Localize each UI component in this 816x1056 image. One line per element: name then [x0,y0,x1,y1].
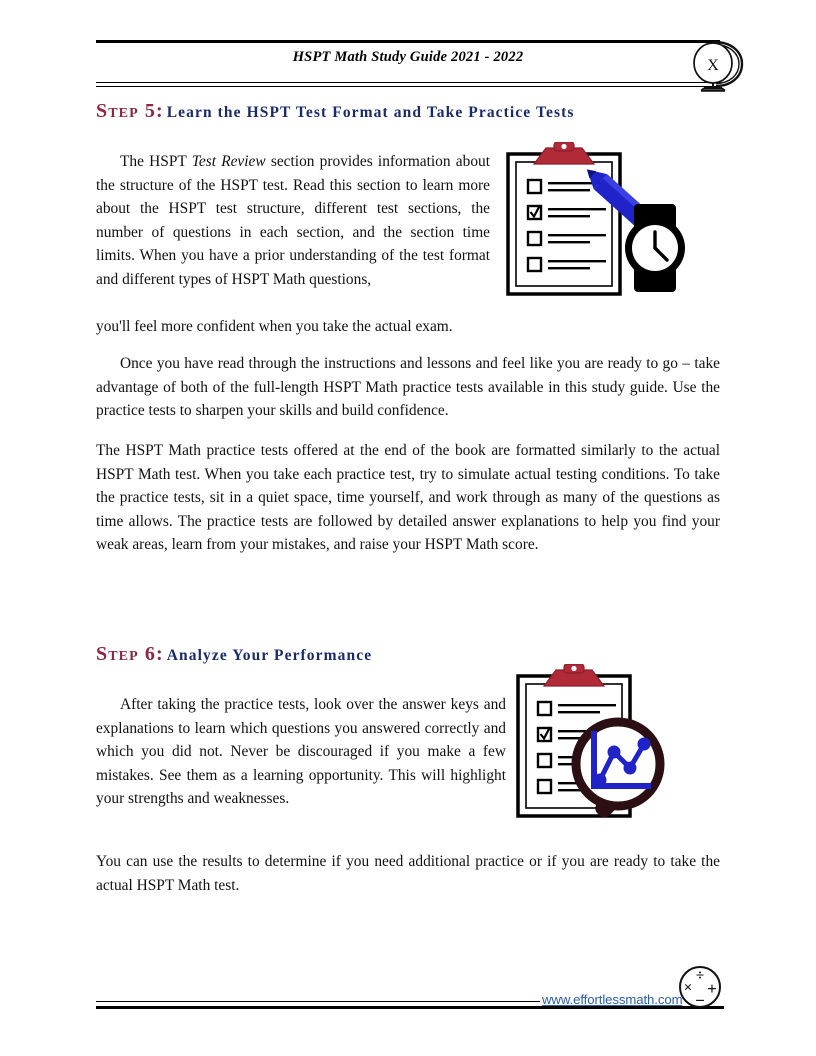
heading-step-5 [96,100,575,123]
website-link[interactable]: www.effortlessmath.com [542,992,683,1007]
checkbox-1 [528,180,541,193]
heading-step-6 [96,643,372,666]
paragraph-step6-2: You can use the results to determine if you need additional practice or if you are ready to take the actual HSPT Math test. [96,853,720,894]
p5-1-seg2: section provides information about the structure of the HSPT test. Read this section to learn more about the HSPT test structure, different test sections, the number of questions in each section, and the section time limits. When you have a prior understanding of the test format and different types of HSPT Math questions, [96,153,490,288]
clipboard-magnifier-chart-illustration [516,664,688,830]
chart-point-3 [624,762,637,775]
checkbox-3b [538,754,551,767]
step-5-label: Step 5: [96,100,164,122]
chart-point-2 [608,746,621,759]
chart-point-4 [638,738,651,751]
step-6-label: Step 6: [96,643,164,665]
step-6-title: Analyze Your Performance [166,647,373,664]
header-title: HSPT Math Study Guide 2021 - 2022 [292,49,524,65]
footer-rule-top [96,1001,540,1002]
checkbox-1b [538,702,551,715]
p5-1-seg1: The HSPT [120,153,192,170]
page-footer [96,968,724,1029]
divide-symbol: ÷ [695,968,705,984]
checkbox-4b [538,780,551,793]
paragraph-step5-1-continued: you'll feel more confident when you take the actual exam. [96,318,453,335]
globe-icon [684,36,748,94]
chart-point-1 [594,774,607,787]
checkbox-3 [528,232,541,245]
paragraph-step5-1 [96,150,490,292]
plus-symbol: + [707,979,717,998]
clipboard-pencil-watch-illustration [506,142,696,300]
multiply-symbol: × [683,980,693,996]
magnifying-glass-icon [576,722,660,806]
minus-symbol: − [695,991,705,1010]
paragraph-step6-1: After taking the practice tests, look over the answer keys and explanations to learn which questions you answered correctly and which you did not. Never be discouraged if you make a few mistakes. See them as a learning opportunity. This will highlight your strengths and weaknesses. [96,696,506,808]
paragraph-step5-3: The HSPT Math practice tests offered at the end of the book are formatted similarly to the actual HSPT Math test. When you take each practice test, try to simulate actual testing conditions. To take the practice tests, sit in a quiet space, time yourself, and work through as many of the questions as time allows. The practice tests are followed by detailed answer explanations to help you find your weak areas, learn from your mistakes, and raise your HSPT Math score. [96,442,720,554]
globe-letter: X [707,57,719,74]
page-header [96,40,720,90]
paragraph-step5-2: Once you have read through the instructions and lessons and feel like you are ready to go – take advantage of both of the full-length HSPT Math practice tests available in this study guide. Use the practice tests to sharpen your skills and build confidence. [96,355,720,420]
header-rule-top [96,40,720,43]
header-rule-bottom [96,86,720,87]
italic-test-review: Test Review [191,153,266,170]
step-5-title: Learn the HSPT Test Format and Take Practice Tests [166,104,575,121]
watch-icon [625,204,685,292]
checkbox-4 [528,258,541,271]
math-symbols-logo [676,963,724,1011]
header-rule-middle [96,82,720,83]
